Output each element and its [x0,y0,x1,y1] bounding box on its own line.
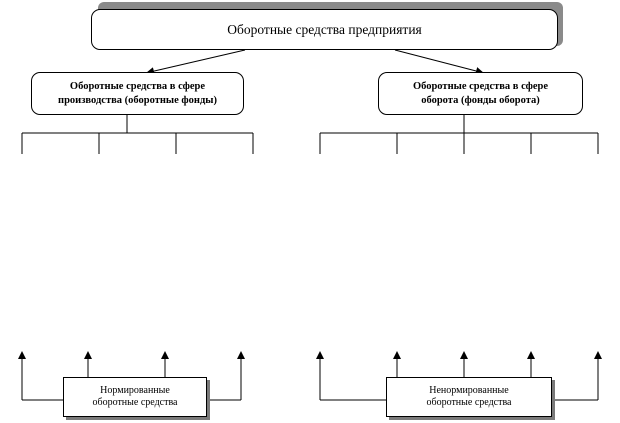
note-normalized [63,377,207,417]
note-non-normalized [386,377,552,417]
branch-circulation-box [378,72,583,115]
branch-production-label-line1: Оборотные средства в сфере [69,81,206,93]
branch-circulation-label-line1: Оборотные средства в сфере [412,81,549,93]
branch-production-box [31,72,244,115]
connector-root-right [395,50,480,72]
note-non-normalized-face [386,377,552,417]
branch-production-label-line2: производства (оборотные фонды) [58,94,217,106]
note-non-normalized-label-line2: оборотные средства [426,397,512,408]
note-normalized-face [63,377,207,417]
root-box [91,9,558,50]
note-normalized-label-line2: оборотные средства [92,397,178,408]
note-normalized-label-line1: Нормированные [100,385,170,396]
branch-circulation-label-line2: оборота (фонды оборота) [421,94,540,106]
root-label: Оборотные средства предприятия [227,21,422,37]
connector-root-left [150,50,245,72]
note-non-normalized-label-line1: Ненормированные [429,385,509,396]
